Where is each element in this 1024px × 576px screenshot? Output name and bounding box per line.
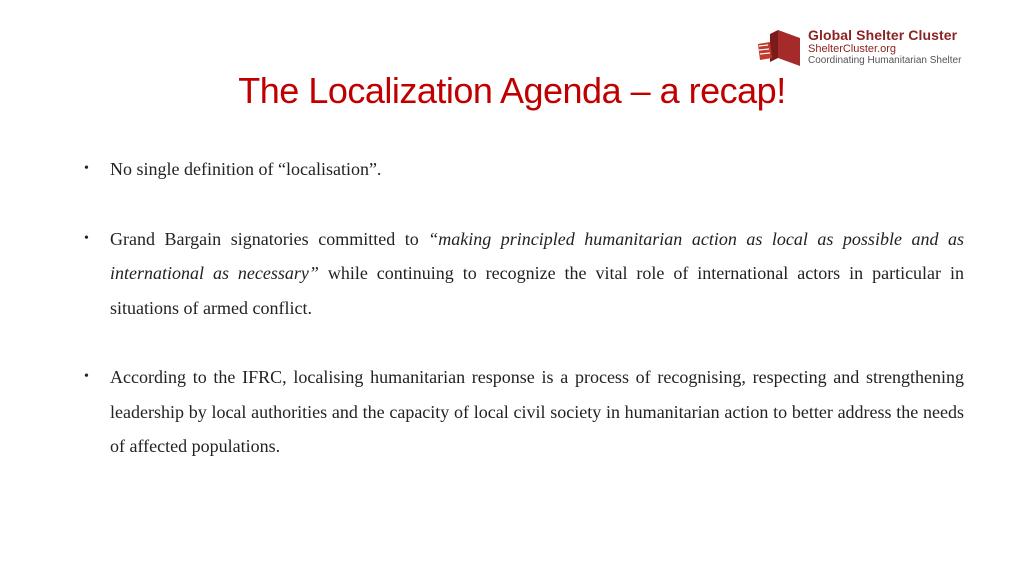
bullet-item [84,222,964,326]
bullet-list [84,152,964,464]
bullet-text: According to the IFRC, localising humanitarian response is a process of recognising, respecting and strengthening leadership by local authorities and the capacity of local civil society in humanitarian action to better address the needs of affected populations. [110,367,964,456]
global-shelter-cluster-logo [756,28,1006,72]
logo-title: Global Shelter Cluster [808,27,958,43]
bullet-dot-icon: • [84,230,89,246]
hands-house-icon [756,28,804,70]
logo-tagline: Coordinating Humanitarian Shelter [808,55,962,66]
bullet-dot-icon: • [84,161,89,176]
bullet-quote: “making principled humanitarian action as local as possible and as international as necessary” [110,228,964,283]
logo-site[interactable]: ShelterCluster.org [808,43,897,55]
bullet-text: No single definition of “localisation”. [110,159,382,179]
bullet-text: Grand Bargain signatories committed to [110,228,429,249]
bullet-item [84,152,964,187]
bullet-dot-icon: • [84,369,89,384]
slide-title: The Localization Agenda – a recap! [238,70,786,111]
bullet-text-continued: while continuing to recognize the vital role of international actors in particular in situations of armed conflict. [110,263,964,318]
bullet-item [84,360,964,464]
